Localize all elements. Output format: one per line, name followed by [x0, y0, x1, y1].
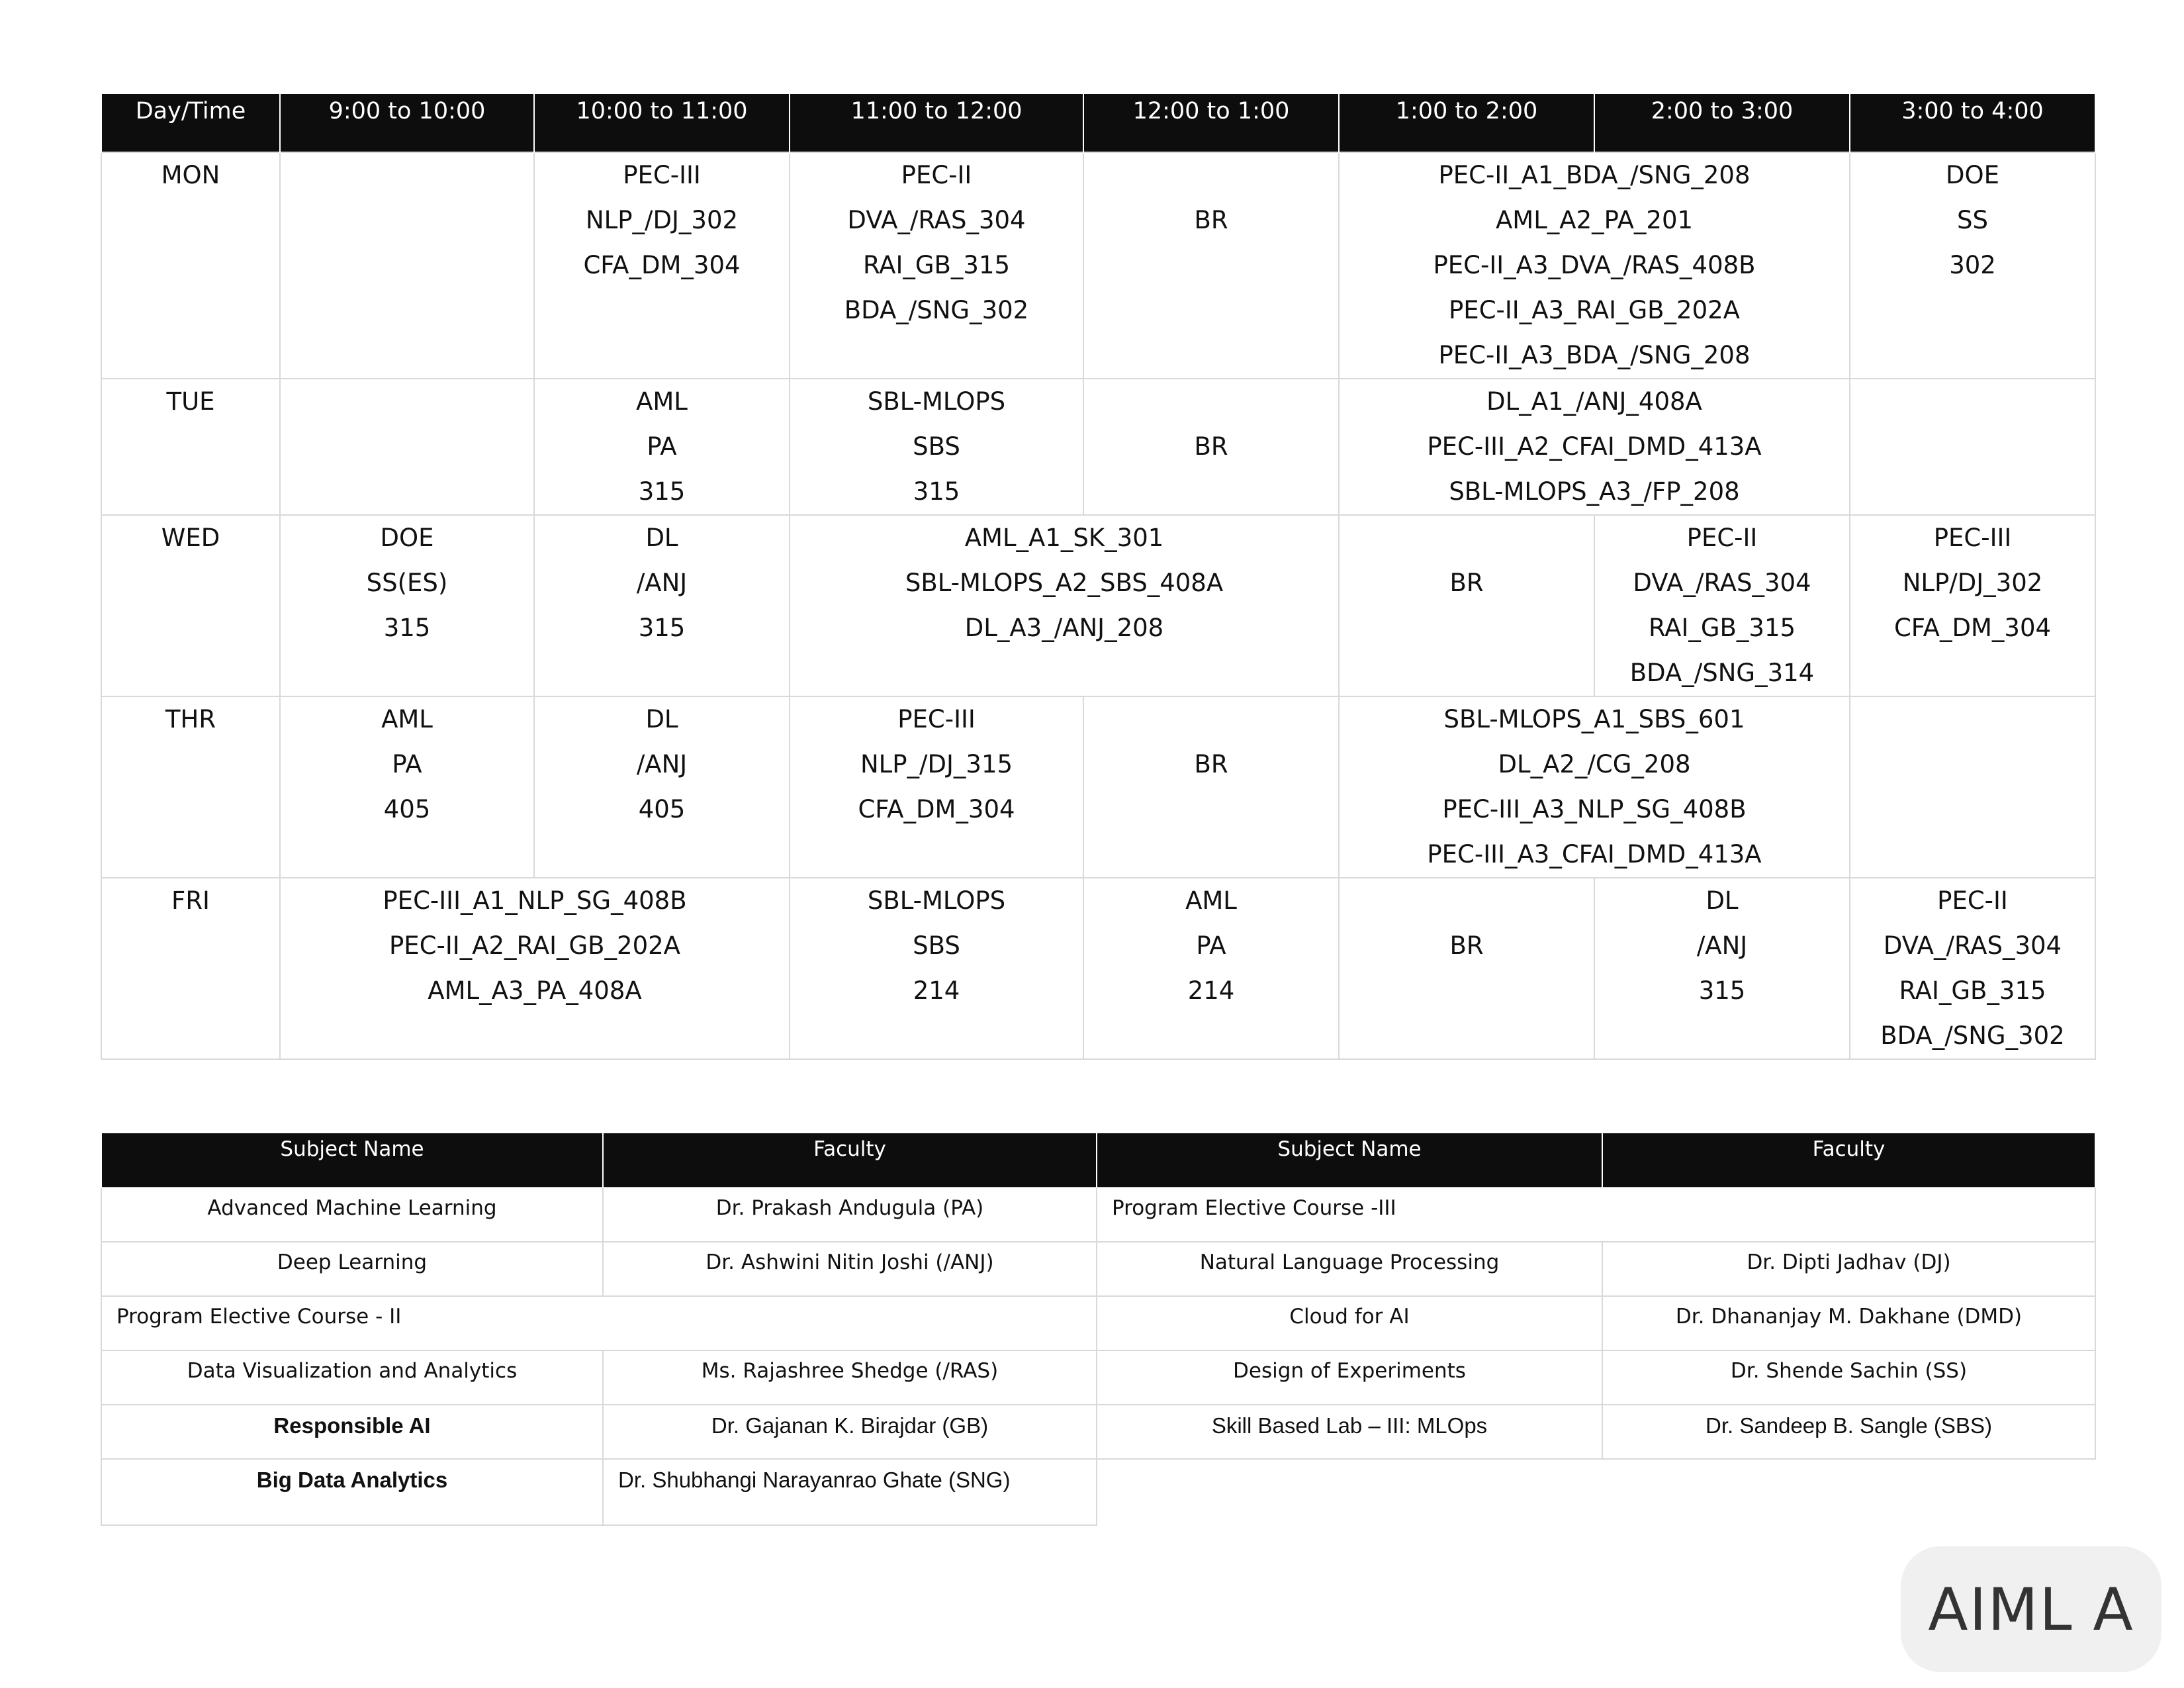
section-heading: Program Elective Course - II — [101, 1296, 1097, 1350]
empty-cell — [1097, 1459, 1602, 1525]
subject-name: Advanced Machine Learning — [101, 1188, 603, 1242]
slot-line: PEC-II — [901, 161, 972, 189]
slot-line: /ANJ — [636, 750, 688, 778]
slot-line: PA — [647, 432, 677, 461]
subject-name: Deep Learning — [101, 1242, 603, 1296]
slot-empty — [280, 379, 534, 515]
header-slot-2: 2:00 to 3:00 — [1594, 94, 1850, 152]
slot-line: PEC-III — [623, 161, 701, 189]
faculty-name: Dr. Prakash Andugula (PA) — [603, 1188, 1097, 1242]
slot-line: SBL-MLOPS_A1_SBS_601 — [1443, 705, 1745, 733]
subject-name: Big Data Analytics — [101, 1459, 603, 1525]
slot-line: AML_A1_SK_301 — [964, 524, 1164, 552]
slot-tue-10 — [534, 379, 790, 515]
slot-line: /ANJ — [1696, 931, 1748, 960]
slot-line: PA — [392, 750, 422, 778]
slot-line: NLP/DJ_302 — [1902, 569, 2043, 597]
slot-line: PEC-III — [897, 705, 976, 733]
slot-line: 302 — [1949, 251, 1996, 279]
faculty-header-row — [101, 1133, 2095, 1188]
slot-mon-11 — [790, 152, 1083, 379]
header-subject-name: Subject Name — [1097, 1133, 1602, 1188]
slot-line: DL — [645, 524, 678, 552]
slot-line: SBL-MLOPS_A2_SBS_408A — [905, 569, 1224, 597]
subject-name: Natural Language Processing — [1097, 1242, 1602, 1296]
slot-wed-9 — [280, 515, 534, 696]
slot-line: PEC-II_A1_BDA_/SNG_208 — [1438, 161, 1751, 189]
slot-wed-3 — [1850, 515, 2095, 696]
timetable — [101, 94, 2096, 1060]
slot-line: CFA_DM_304 — [583, 251, 741, 279]
slot-line: BDA_/SNG_314 — [1629, 659, 1815, 687]
table-row — [101, 1459, 2095, 1525]
slot-fri-2 — [1594, 878, 1850, 1059]
row-wed — [101, 515, 2095, 696]
slot-line: PEC-II_A2_RAI_GB_202A — [389, 931, 680, 960]
slot-line: AML — [1185, 886, 1237, 915]
header-day-time: Day/Time — [101, 94, 280, 152]
slot-line: PEC-II_A3_RAI_GB_202A — [1449, 296, 1740, 324]
slot-mon-lab — [1339, 152, 1850, 379]
slot-fri-lab — [280, 878, 790, 1059]
slot-fri-12 — [1083, 878, 1339, 1059]
slot-wed-break — [1339, 515, 1594, 696]
slot-tue-11 — [790, 379, 1083, 515]
slot-line: RAI_GB_315 — [862, 251, 1011, 279]
row-mon — [101, 152, 2095, 379]
slot-line: DVA_/RAS_304 — [1883, 931, 2062, 960]
slot-line: NLP_/DJ_302 — [585, 206, 739, 234]
slot-line: PEC-III — [1933, 524, 2012, 552]
slot-line: DL — [1706, 886, 1739, 915]
day-label — [101, 379, 280, 515]
slot-empty — [1850, 696, 2095, 878]
slot-thr-lab — [1339, 696, 1850, 878]
faculty-name: Dr. Ashwini Nitin Joshi (/ANJ) — [603, 1242, 1097, 1296]
slot-line: DOE — [1946, 161, 1999, 189]
row-tue — [101, 379, 2095, 515]
table-row — [101, 1242, 2095, 1296]
slot-empty — [280, 152, 534, 379]
slot-thr-9 — [280, 696, 534, 878]
slot-line: DL_A1_/ANJ_408A — [1486, 387, 1702, 416]
header-faculty: Faculty — [603, 1133, 1097, 1188]
faculty-name: Dr. Sandeep B. Sangle (SBS) — [1602, 1405, 2095, 1459]
break-label: BR — [1194, 206, 1228, 234]
slot-line: SBS — [913, 931, 960, 960]
header-slot-1: 1:00 to 2:00 — [1339, 94, 1594, 152]
slot-line: 405 — [383, 795, 431, 823]
slot-fri-3 — [1850, 878, 2095, 1059]
slot-line: 315 — [383, 614, 431, 642]
slot-line: SBL-MLOPS — [867, 387, 1006, 416]
slot-line: PEC-III_A1_NLP_SG_408B — [383, 886, 687, 915]
slot-line: AML — [381, 705, 433, 733]
subject-name: Responsible AI — [101, 1405, 603, 1459]
slot-line: PEC-II — [1937, 886, 2008, 915]
day-text: MON — [161, 161, 220, 189]
faculty-name: Dr. Shende Sachin (SS) — [1602, 1350, 2095, 1405]
faculty-name: Dr. Dipti Jadhav (DJ) — [1602, 1242, 2095, 1296]
slot-line: 315 — [1698, 976, 1746, 1005]
slot-line: 315 — [638, 477, 686, 506]
slot-tue-break — [1083, 379, 1339, 515]
day-label — [101, 152, 280, 379]
day-label — [101, 878, 280, 1059]
break-label: BR — [1449, 931, 1484, 960]
subject-name: Cloud for AI — [1097, 1296, 1602, 1350]
slot-line: PEC-II_A3_BDA_/SNG_208 — [1438, 341, 1751, 369]
timetable-header-row — [101, 94, 2095, 152]
slot-line: AML — [636, 387, 688, 416]
slot-line: BDA_/SNG_302 — [844, 296, 1029, 324]
slot-line: DL_A2_/CG_208 — [1498, 750, 1691, 778]
faculty-table — [101, 1133, 2096, 1526]
empty-cell — [1602, 1188, 2095, 1242]
slot-thr-break — [1083, 696, 1339, 878]
slot-line: DOE — [380, 524, 434, 552]
day-label — [101, 515, 280, 696]
subject-name: Skill Based Lab – III: MLOps — [1097, 1405, 1602, 1459]
subject-name: Design of Experiments — [1097, 1350, 1602, 1405]
break-label: BR — [1449, 569, 1484, 597]
slot-thr-11 — [790, 696, 1083, 878]
table-row — [101, 1188, 2095, 1242]
slot-line: SBL-MLOPS — [867, 886, 1006, 915]
slot-line: RAI_GB_315 — [1648, 614, 1796, 642]
slot-thr-10 — [534, 696, 790, 878]
slot-line: PEC-II — [1686, 524, 1758, 552]
slot-line: CFA_DM_304 — [1893, 614, 2052, 642]
slot-line: BDA_/SNG_302 — [1880, 1021, 2065, 1050]
row-thr — [101, 696, 2095, 878]
header-slot-9: 9:00 to 10:00 — [280, 94, 534, 152]
row-fri — [101, 878, 2095, 1059]
slot-fri-break — [1339, 878, 1594, 1059]
slot-line: 405 — [638, 795, 686, 823]
slot-line: 315 — [913, 477, 960, 506]
slot-wed-lab — [790, 515, 1339, 696]
header-slot-10: 10:00 to 11:00 — [534, 94, 790, 152]
faculty-name: Dr. Gajanan K. Birajdar (GB) — [603, 1405, 1097, 1459]
slot-wed-2 — [1594, 515, 1850, 696]
slot-line: PA — [1196, 931, 1226, 960]
slot-fri-11 — [790, 878, 1083, 1059]
header-slot-3: 3:00 to 4:00 — [1850, 94, 2095, 152]
slot-tue-lab — [1339, 379, 1850, 515]
table-row — [101, 1296, 2095, 1350]
slot-mon-10 — [534, 152, 790, 379]
subject-name: Data Visualization and Analytics — [101, 1350, 603, 1405]
faculty-name: Dr. Shubhangi Narayanrao Ghate (SNG) — [603, 1459, 1097, 1525]
empty-cell — [1602, 1459, 2095, 1525]
day-text: TUE — [166, 387, 215, 416]
slot-line: RAI_GB_315 — [1899, 976, 2046, 1005]
slot-line: DL — [645, 705, 678, 733]
slot-line: 214 — [913, 976, 960, 1005]
slot-line: SBS — [913, 432, 960, 461]
break-label: BR — [1194, 750, 1228, 778]
slot-line: PEC-III_A3_NLP_SG_408B — [1442, 795, 1747, 823]
header-slot-12: 12:00 to 1:00 — [1083, 94, 1339, 152]
day-text: THR — [165, 705, 216, 733]
faculty-name: Ms. Rajashree Shedge (/RAS) — [603, 1350, 1097, 1405]
slot-mon-break — [1083, 152, 1339, 379]
section-badge: AIML A — [1901, 1546, 2161, 1672]
slot-empty — [1850, 379, 2095, 515]
slot-line: /ANJ — [636, 569, 688, 597]
section-heading: Program Elective Course -III — [1097, 1188, 1602, 1242]
slot-line: PEC-II_A3_DVA_/RAS_408B — [1433, 251, 1756, 279]
slot-line: SS(ES) — [366, 569, 448, 597]
day-text: FRI — [171, 886, 210, 915]
header-faculty: Faculty — [1602, 1133, 2095, 1188]
slot-wed-10 — [534, 515, 790, 696]
slot-line: SS — [1957, 206, 1988, 234]
slot-line: 214 — [1187, 976, 1235, 1005]
table-row — [101, 1405, 2095, 1459]
faculty-name: Dr. Dhananjay M. Dakhane (DMD) — [1602, 1296, 2095, 1350]
slot-line: PEC-III_A3_CFAI_DMD_413A — [1427, 840, 1762, 868]
slot-line: DVA_/RAS_304 — [1633, 569, 1811, 597]
break-label: BR — [1194, 432, 1228, 461]
day-text: WED — [161, 524, 220, 552]
day-label — [101, 696, 280, 878]
header-subject-name: Subject Name — [101, 1133, 603, 1188]
slot-mon-3 — [1850, 152, 2095, 379]
header-slot-11: 11:00 to 12:00 — [790, 94, 1083, 152]
slot-line: SBL-MLOPS_A3_/FP_208 — [1449, 477, 1740, 506]
table-row — [101, 1350, 2095, 1405]
slot-line: 315 — [638, 614, 686, 642]
slot-line: PEC-III_A2_CFAI_DMD_413A — [1427, 432, 1762, 461]
slot-line: NLP_/DJ_315 — [860, 750, 1013, 778]
slot-line: AML_A3_PA_408A — [428, 976, 642, 1005]
slot-line: DL_A3_/ANJ_208 — [964, 614, 1164, 642]
slot-line: AML_A2_PA_201 — [1495, 206, 1694, 234]
slot-line: CFA_DM_304 — [858, 795, 1015, 823]
slot-line: DVA_/RAS_304 — [847, 206, 1026, 234]
